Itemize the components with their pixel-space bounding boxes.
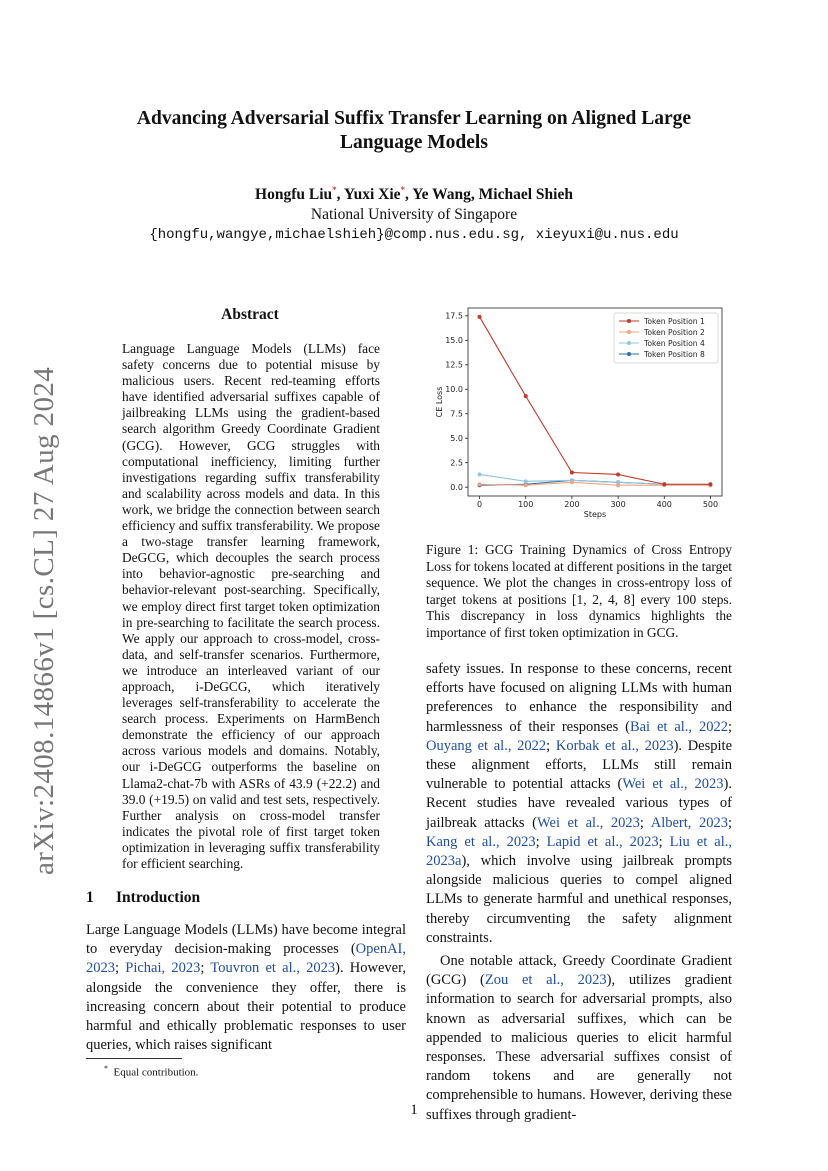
figure-caption: Figure 1: GCG Training Dynamics of Cross Entropy Loss for tokens located at different positions in the target sequence. We plot the changes in cross-entropy loss of target tokens at positions [1, 2, 4, 8] every 100 steps. This discrepancy in loss dynamics highlights the importance of first token optimization in GCG.: [426, 542, 732, 640]
y-tick-label: 17.5: [445, 311, 463, 321]
data-point: [570, 471, 574, 475]
x-tick-label: 100: [518, 500, 534, 509]
citation-link[interactable]: Lapid et al., 2023: [546, 833, 659, 850]
legend-swatch-marker: [627, 330, 631, 334]
y-axis-label: CE Loss: [435, 386, 444, 418]
citation-link[interactable]: Zou et al., 2023: [484, 972, 607, 989]
right-column-text: [426, 660, 732, 1125]
data-point: [616, 472, 620, 476]
intro-paragraph: Large Language Models (LLMs) have become integral to everyday decision-making processes (OpenAI, 2023; Pichai, 2023; Touvron et al., 2023). However, alongside the convenience they offer, there is increasing concern about their potential to produce harmful and ethically problematic responses to user queries, which raises significant: [86, 922, 406, 1054]
arxiv-identifier: arXiv:2408.14866v1 [cs.CL] 27 Aug 2024: [28, 366, 60, 875]
section-title: Introduction: [116, 889, 201, 906]
citation-link[interactable]: OpenAI, 2023: [86, 941, 406, 977]
data-point: [478, 315, 482, 319]
legend-label: Token Position 8: [644, 349, 705, 359]
section-heading: [86, 889, 386, 907]
data-point: [524, 483, 528, 487]
citation-link[interactable]: Wei et al., 2023: [536, 814, 640, 831]
legend-label: Token Position 2: [644, 327, 705, 337]
citation-link[interactable]: Albert, 2023: [650, 814, 728, 831]
citation-link[interactable]: Liu et al., 2023a: [426, 833, 732, 870]
series-line: [480, 474, 711, 484]
x-tick-label: 0: [476, 500, 483, 509]
data-point: [708, 482, 712, 486]
y-tick-label: 15.0: [445, 336, 463, 346]
y-tick-label: 7.5: [450, 409, 463, 419]
citation-link[interactable]: Wei et al., 2023: [622, 776, 724, 793]
footnote-mark: *: [104, 1064, 108, 1073]
footnote-text: Equal contribution.: [113, 1066, 199, 1079]
page-number: 1: [410, 1102, 418, 1118]
data-point: [524, 479, 528, 483]
right-paragraph-1: safety issues. In response to these concerns, recent efforts have focused on aligning LLMs with human preferences to enhance the responsibility and harmlessness of their responses (Bai et al., 2022; Ouyang et al., 2022; Korbak et al., 2023). Despite these alignment efforts, LLMs still remain vulnerable to potential attacks (Wei et al., 2023). Recent studies have revealed various types of jailbreak attacks (Wei et al., 2023; Albert, 2023; Kang et al., 2023; Lapid et al., 2023; Liu et al., 2023a), which involve using jailbreak prompts alongside malicious queries to compel aligned LLMs to generate harmful and unethical responses, thereby circumventing the safety alignment constraints.: [426, 661, 733, 946]
data-point: [662, 482, 666, 486]
data-point: [478, 482, 482, 486]
data-point: [616, 483, 620, 487]
legend-label: Token Position 1: [644, 316, 705, 326]
right-paragraph-2: One notable attack, Greedy Coordinate Gradient (GCG) (Zou et al., 2023), utilizes gradient information to search for adversarial prompts, also known as adversarial suffixes, which can be appended to malicious queries to elicit harmful responses. These adversarial suffixes consist of random tokens and are generally not comprehensible to humans. However, deriving these suffixes through gradient-: [426, 953, 732, 1123]
author-name: Hongfu Liu: [255, 186, 333, 204]
author-equal-mark: *: [332, 185, 337, 195]
footnote: [104, 1064, 198, 1079]
x-axis-label: Steps: [583, 510, 607, 519]
author-name: Yuxi Xie: [343, 186, 401, 204]
x-tick-label: 400: [656, 500, 672, 509]
affiliation: National University of Singapore: [310, 206, 518, 223]
arxiv-stamp: [22, 360, 62, 880]
citation-link[interactable]: Kang et al., 2023: [426, 833, 536, 850]
legend-swatch-marker: [627, 352, 631, 356]
x-tick-label: 200: [564, 500, 580, 509]
legend-swatch-marker: [627, 341, 631, 345]
citation-link[interactable]: Bai et al., 2022: [629, 718, 728, 735]
abstract-heading: Abstract: [221, 306, 279, 323]
data-point: [524, 394, 528, 398]
author-equal-mark: *: [400, 185, 406, 195]
y-tick-label: 2.5: [450, 458, 463, 468]
author-list: Hongfu Liu*, Yuxi Xie*, Ye Wang, Michael Shieh: [255, 185, 573, 204]
y-tick-label: 10.0: [445, 385, 463, 395]
footnote-rule: [86, 1058, 182, 1059]
citation-link[interactable]: Ouyang et al., 2022: [426, 737, 547, 754]
data-point: [570, 480, 574, 484]
citation-link[interactable]: Korbak et al., 2023: [555, 737, 674, 754]
x-tick-label: 300: [610, 500, 626, 509]
abstract-text: Language Language Models (LLMs) face safety concerns due to potential misuse by malicious users. Recent red-teaming efforts have identified adversarial suffixes capable of jailbreaking LLMs using the gradient-based search algorithm Greedy Coordinate Gradient (GCG). However, GCG struggles with computational inefficiency, limiting further investigations regarding suffix transferability and scalability across models and data. In this work, we bridge the connection between search efficiency and suffix transferability. We propose a two-stage transfer learning framework, DeGCG, which decouples the search process into behavior-agnostic pre-searching and behavior-relevant post-searching. Specifically, we employ direct first target token optimization in pre-searching to facilitate the search process. We apply our approach to cross-model, cross-data, and self-transfer scenarios. Furthermore, we introduce an interleaved variant of our approach, i-DeGCG, which iteratively leverages self-transferability to accelerate the search process. Experiments on HarmBench demonstrate the efficiency of our approach across various models and domains. Notably, our i-DeGCG outperforms the baseline on Llama2-chat-7b with ASRs of 43.9 (+22.2) and 39.0 (+19.5) on valid and test sets, respectively. Further analysis on cross-model transfer indicates the pivotal role of first target token optimization in leveraging suffix transferability for efficient searching.: [122, 341, 380, 871]
author-name: Michael Shieh: [478, 186, 573, 204]
author-name: Ye Wang: [412, 186, 471, 204]
citation-link[interactable]: Pichai, 2023: [125, 960, 201, 977]
legend-swatch-marker: [627, 319, 631, 323]
paper-title: Advancing Adversarial Suffix Transfer Learning on Aligned Large Language Models: [136, 108, 692, 153]
section-number: 1: [86, 889, 94, 906]
y-tick-label: 0.0: [450, 482, 463, 492]
citation-link[interactable]: Touvron et al., 2023: [210, 960, 336, 977]
y-tick-label: 5.0: [450, 434, 463, 444]
author-emails: {hongfu,wangye,michaelshieh}@comp.nus.edu.sg, xieyuxi@u.nus.edu: [149, 227, 679, 243]
legend-label: Token Position 4: [644, 338, 705, 348]
x-tick-label: 500: [702, 500, 719, 509]
ce-loss-line-chart: [420, 304, 730, 526]
y-tick-label: 12.5: [445, 360, 463, 370]
data-point: [478, 472, 482, 476]
